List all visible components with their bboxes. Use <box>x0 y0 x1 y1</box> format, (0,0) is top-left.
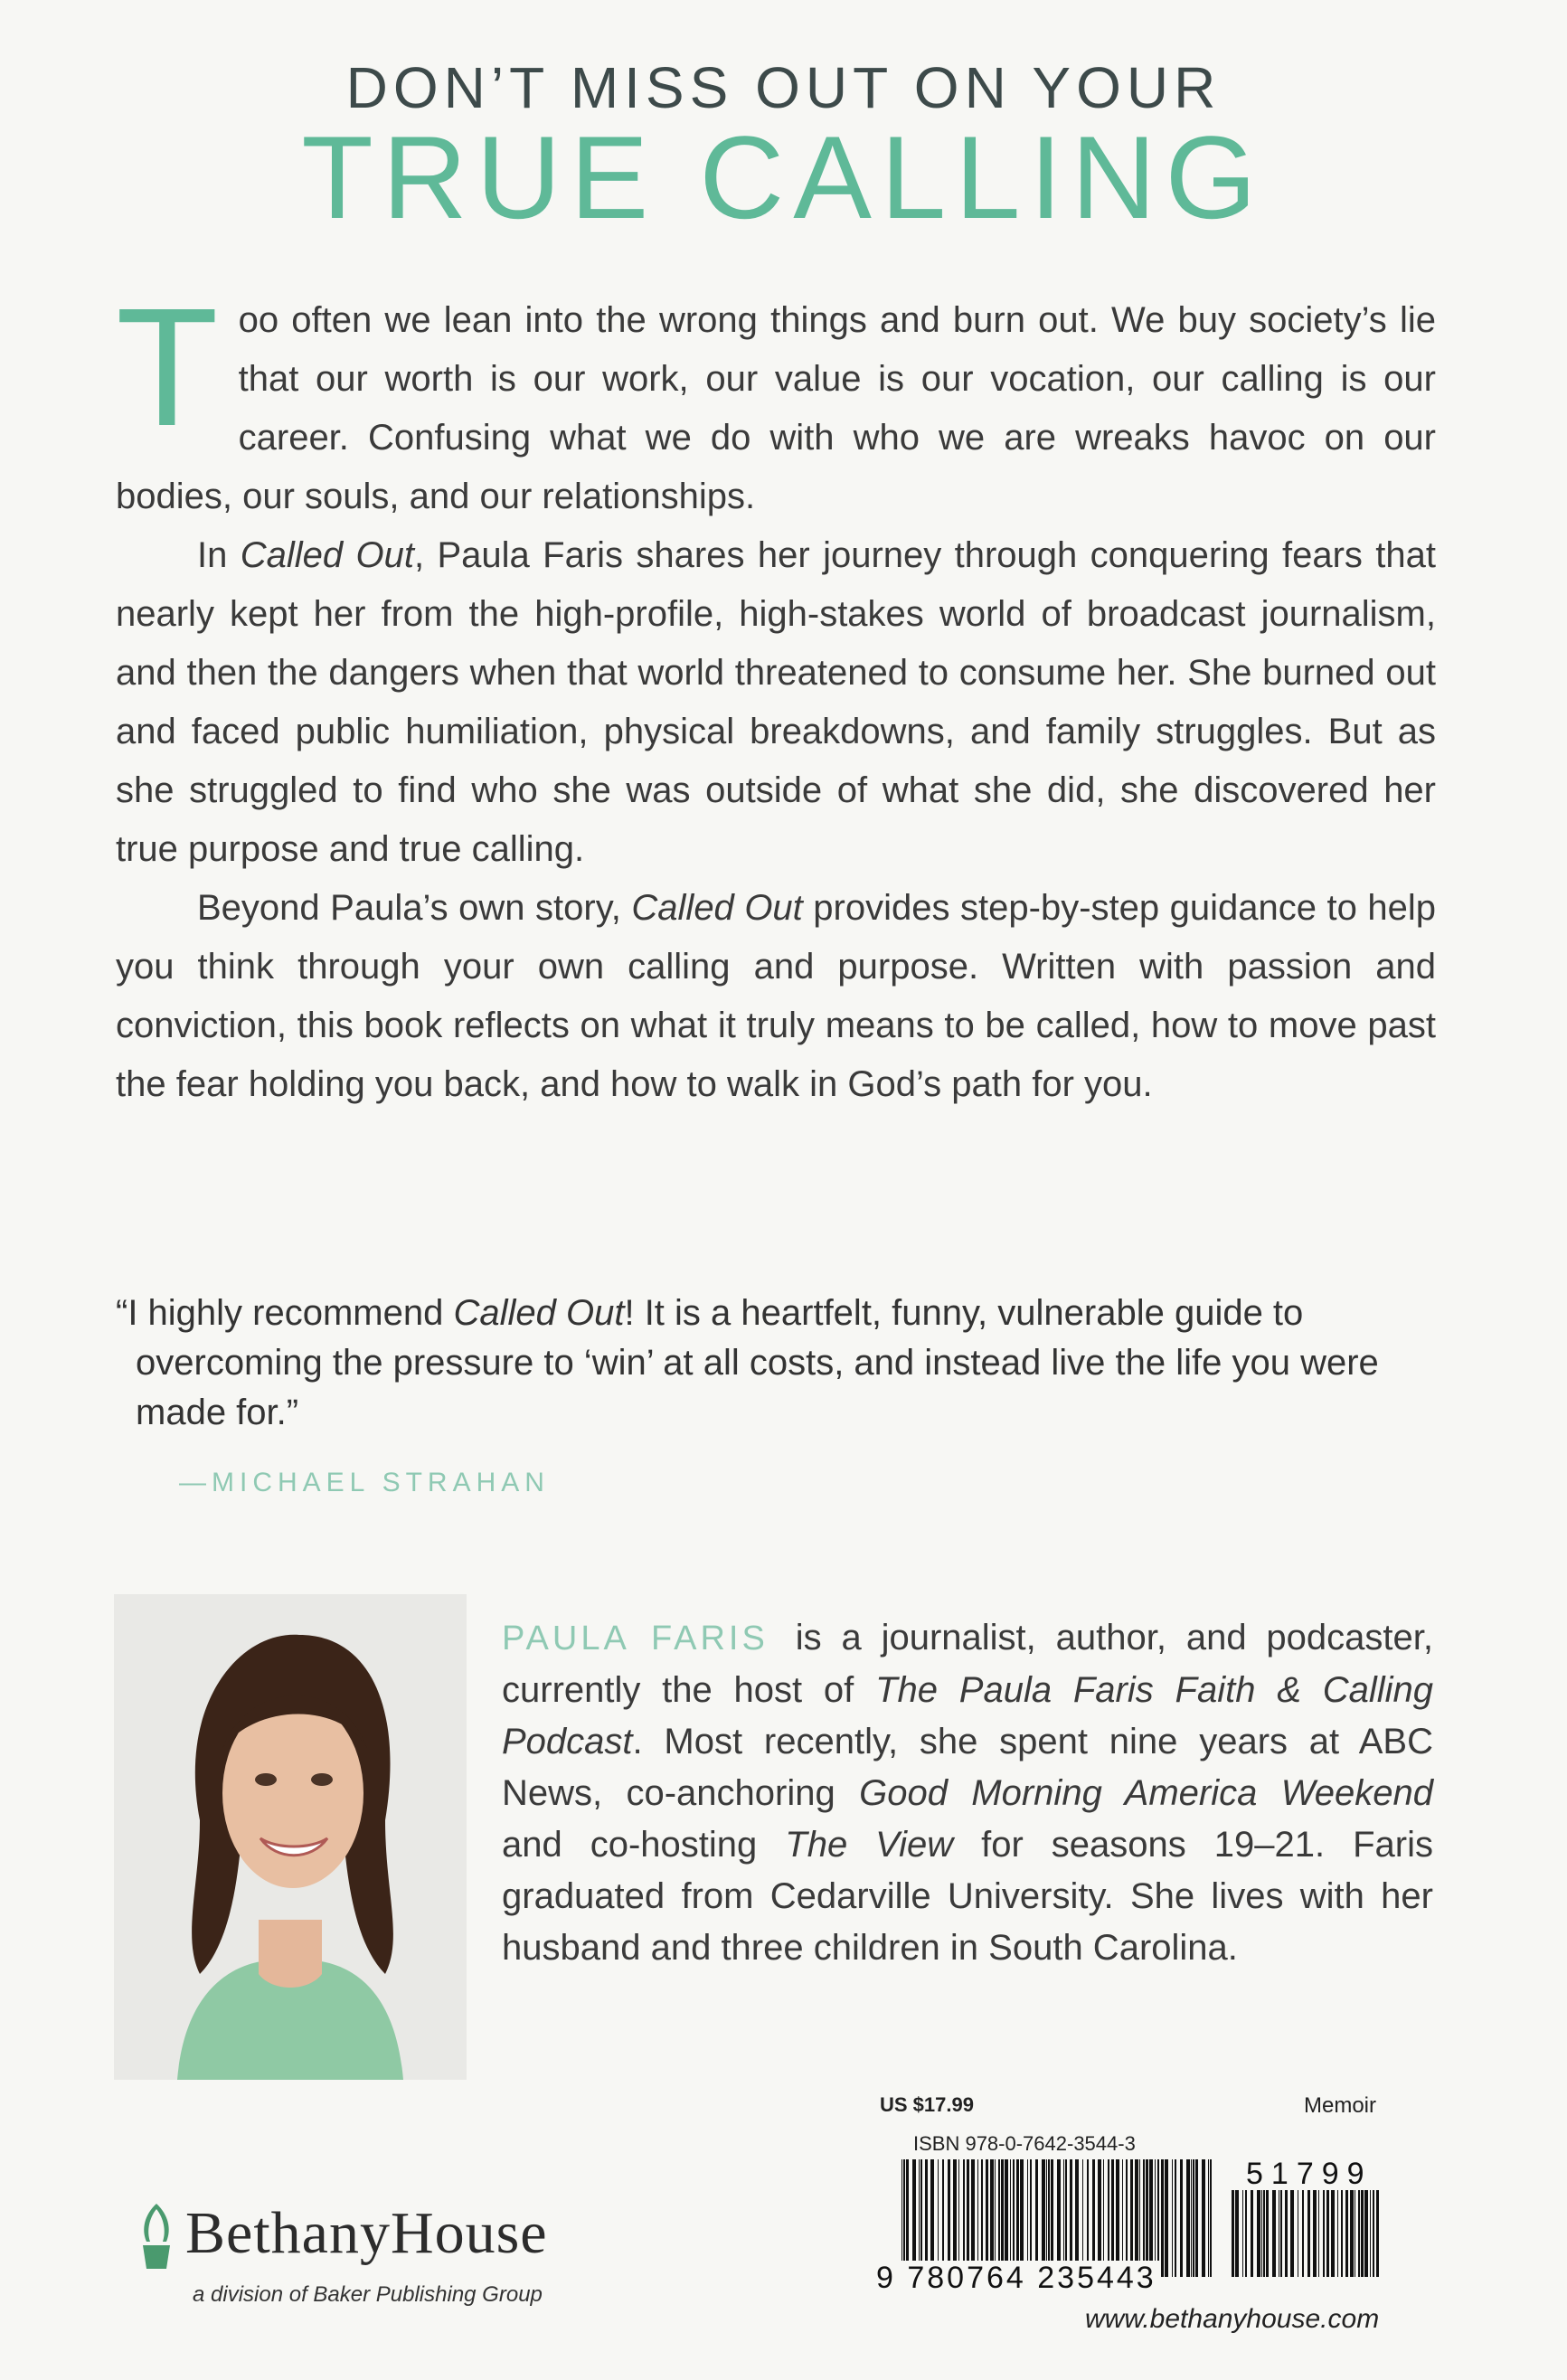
paragraph-1 <box>116 274 1436 526</box>
drop-cap: T <box>116 274 219 461</box>
bio-text-1: is a journalist, author, and podcaster, currently the host of <box>502 1618 1434 1710</box>
paragraph-2 <box>116 526 1436 879</box>
endorsement-text <box>116 1289 1436 1438</box>
publisher-division: a division of Baker Publishing Group <box>193 2282 543 2307</box>
bio-italic-podcast: The Paula Faris Faith & Calling Podcast <box>502 1670 1433 1761</box>
endorsement-rest: ! It is a heartfelt, funny, vulnerable guide to overcoming the pressure to ‘win’ at all costs, and instead live the life you were made for.” <box>136 1293 1379 1432</box>
bio-text-4: for seasons 19–21. Faris graduated from Cedarville University. She lives with her husband and three children in South Carolina. <box>502 1825 1433 1968</box>
bio-text-2: . Most recently, she spent nine years at ABC News, co-anchoring <box>502 1722 1433 1813</box>
cover-kicker: DON’T MISS OUT ON YOUR <box>345 55 1222 120</box>
description-copy <box>116 274 1437 1114</box>
endorsement-book-title: Called Out <box>453 1293 625 1333</box>
bio-italic-view: The View <box>785 1825 954 1865</box>
book-title-italic: Called Out <box>631 888 803 928</box>
endorsement <box>116 1289 1436 1507</box>
paragraph-1-text: oo often we lean into the wrong things and burn out. We buy society’s lie that our worth is our work, our value is our vocation, our calling is our career. Confusing what we do with who we are wreaks havoc on our bodies, our souls, and our relationships. <box>116 300 1436 516</box>
book-title-italic: Called Out <box>240 535 414 575</box>
paragraph-3 <box>116 879 1436 1114</box>
author-bio <box>502 1612 1433 1974</box>
isbn-label: ISBN 978-0-7642-3544-3 <box>913 2132 1136 2155</box>
barcode-digits: 9 780764 235443 <box>873 2261 1160 2296</box>
isbn-barcode <box>900 2159 1214 2277</box>
endorsement-open: “I highly recommend <box>116 1293 454 1333</box>
addon-digits: 51799 <box>1246 2157 1373 2191</box>
endorsement-author: —MICHAEL STRAHAN <box>179 1468 550 1497</box>
paragraph-2-text: , Paula Faris shares her journey through conquering fears that nearly kept her from the high-profile, high-stakes world of broadcast journalism, and then the dangers when that world threatened to consume her. She burned out and faced public humiliation, physical breakdowns, and family struggles. But as she struggled to find who she was outside of what she did, she discovered her true purpose and true calling. <box>116 535 1437 869</box>
bio-italic-gma: Good Morning America Weekend <box>859 1773 1433 1813</box>
author-photo <box>114 1594 467 2080</box>
author-name: PAULA FARIS <box>502 1620 769 1658</box>
publisher-url: www.bethanyhouse.com <box>1085 2304 1380 2334</box>
paragraph-3-text: provides step-by-step guidance to help you think through your own calling and purpose. Written with passion and conviction, this book reflects on what it truly means to be called, how to move past the fear holding you back, and how to walk in God’s path for you. <box>116 888 1437 1104</box>
publisher-logo-icon <box>136 2202 177 2271</box>
bio-text-3: and co-hosting <box>502 1825 786 1865</box>
publisher-name: BethanyHouse <box>185 2200 548 2266</box>
genre-label: Memoir <box>1304 2093 1377 2118</box>
paragraph-2-lead: In <box>197 535 241 575</box>
paragraph-3-lead: Beyond Paula’s own story, <box>197 888 632 928</box>
price-barcode <box>1230 2190 1383 2277</box>
cover-headline: TRUE CALLING <box>301 111 1266 243</box>
price-label: US $17.99 <box>880 2093 974 2116</box>
